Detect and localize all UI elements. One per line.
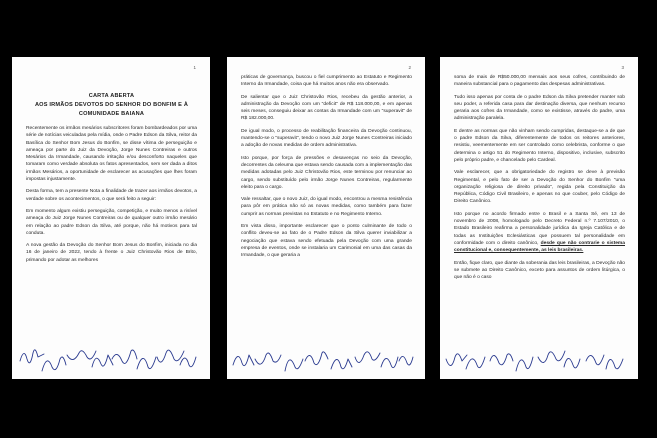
paragraph: Isto porque, por força de pressões e desavenças no seio da Devoção, decorrentes da celeuma que estava sendo causada com a implementação das medidas adotadas pelo Juiz Christovão Rios, este terminou por renunciar ao cargo, sendo substituído pelo irmão Jorge Nunes Contreiras, regularmente eleito para o cargo. <box>241 155 412 190</box>
paragraph: Recentemente os irmãos mesários subscritores foram bombardeados por uma série de notícias veiculadas pela mídia, onde o Padre Edson da Silva, reitor da Basílica do Senhor Bom Jesus do Bonfim, se disse vítima de perseguição e ameaça por parte do Juiz da Devoção, Jorge Nunes Contreiras e outros Mesários da Irmandade, causando irritação e/ou desconforto naqueles que tomaram como verdade absoluta os fatos apresentados, sem ser dada a ditos irmãos Mesários, a oportunidade de esclarecer as acusações que lhes foram impostas injustamente. <box>26 126 197 183</box>
letter-title <box>26 92 197 119</box>
title-line: CARTA ABERTA <box>88 93 135 99</box>
signatures <box>440 331 638 379</box>
paragraph: Em vista disso, importante esclarecer que o ponto culminante de todo o conflito deveu-se ao fato de o Padre Edson da Silva querer inviabilizar a negociação que estava sendo efetuada pela Devoção com uma grande empresa de eventos, onde se instalaria um Carimonial em uma das casas da Irmandade, o que geraria a <box>241 224 412 259</box>
paragraph: Desta forma, tem a presente Nota a finalidade de trazer aos irmãos devotos, a verdade sobre os acontecimentos, o que será feito a seguir: <box>26 189 197 202</box>
title-line: COMUNIDADE BAIANA <box>78 111 145 117</box>
document-page-3 <box>440 57 638 379</box>
paragraph: Vale ressaltar, que o novo Juiz, do igual modo, encontrou a mesma resistência para pôr em prática não só as novas medidas, como também para fazer cumprir as normas previstas no Estatuto e no Regimento Interno. <box>241 197 412 217</box>
page-number: 1 <box>193 65 196 70</box>
paragraph: Em momento algum existiu perseguição, competição, e muito menos a risível ameaça do Juiz Jorge Nunes Contreiras ou de qualquer outro irmão mesário em relação ao padre Edson da Silva, até porque, não há motivos para tal conduta. <box>26 208 197 236</box>
paragraph: Tudo isso apenas por conta de o padre Edson da Silva pretender manter sob seu poder, a referida casa para dar destinação diversa, que nenhum recurso geraria aos cofres da Irmandade, como se existisse, através do padre, uma administração paralela. <box>454 94 625 122</box>
page-number: 3 <box>621 65 624 70</box>
paragraph: De salientar que o Juiz Christovão Rios, recebeu da gestão anterior, a administração da Devoção com um "deficit" de R$ 118.000,00, e em apenas seis meses, conseguiu deixar as contas da Irmandade com um "superavit" de R$ 182.000,00. <box>241 94 412 122</box>
document-page-2 <box>227 57 425 379</box>
paragraph: Então, fique claro, que diante da soberania das leis brasileiras, a Devoção não se submete ao Direito Canônico, exceto para assuntos de ordem litúrgica, o que não é o caso <box>454 260 625 281</box>
paragraph: A nova gestão da Devoção do Senhor Bom Jesus do Bonfim, iniciada no dia 16 de janeiro de 2022, tendo à frente o Juiz Christovão Rios de Brito, primando por adotar as melhores <box>26 243 197 263</box>
title-line: AOS IRMÃOS DEVOTOS DO SENHOR DO BONFIM E À <box>34 102 189 108</box>
document-page-1 <box>12 57 210 379</box>
paragraph-text: Isto porque no acordo firmado entre o Brasil e a Santa Sé, em 13 de novembro de 2008, homologado pelo Decreto Federal n.º 7.107/2010, o Estado Brasileiro reafirma a personalidade jurídica da Igreja Católica e de todas as Instituições Eclesiásticas que possuem tal personalidade em conformidade com o direito canônico, <box>454 211 625 246</box>
paragraph <box>454 211 625 255</box>
emphasized-text: desde que não contrarie o sistema constitucional e, consequentemente, as leis brasileiras. <box>454 240 626 254</box>
paragraph: E dentre as normas que não vinham sendo cumpridas, destaque-se a de que o padre Edson da Silva, diferentemente de todos os reitores anteriores, resistiu, veementemente em ser controlado como celebrista, conforme o que determina o artigo 51 do Regimento Interno, dispositivo, inclusive, subscrito pelo próprio padre, e chancelado pelo Cardeal. <box>454 128 625 163</box>
paragraph: Vale esclarecer, que a obrigatoriedade do registro se deve à previsão Regimental, e pelo fato de ser a Devoção do Senhor do Bonfim "uma organização religiosa de direito privado", regida pela Constituição da República, Código Civil Brasileiro, e apenas no que couber, pelo Código de Direito Canônico. <box>454 170 625 205</box>
paragraph: De igual modo, o processo de reabilitação financeira da Devoção continuou, mantendo-se o "superavit", tendo o novo Juiz Jorge Nunes Contreiras iniciado a adoção de novas medidas de ordem administrativa. <box>241 128 412 149</box>
signatures <box>227 331 425 379</box>
paragraph: práticas de governança, buscou o fiel cumprimento ao Estatuto e Regimento Interno da Irmandade, coisa que há muitos anos não era observado. <box>241 75 412 88</box>
page-number: 2 <box>408 65 411 70</box>
paragraph: soma de mais de R$50.000,00 mensais aos seus cofres, contribuindo de maneira substancial para o pagamento das despesas administrativas. <box>454 75 625 88</box>
signatures <box>12 331 210 379</box>
